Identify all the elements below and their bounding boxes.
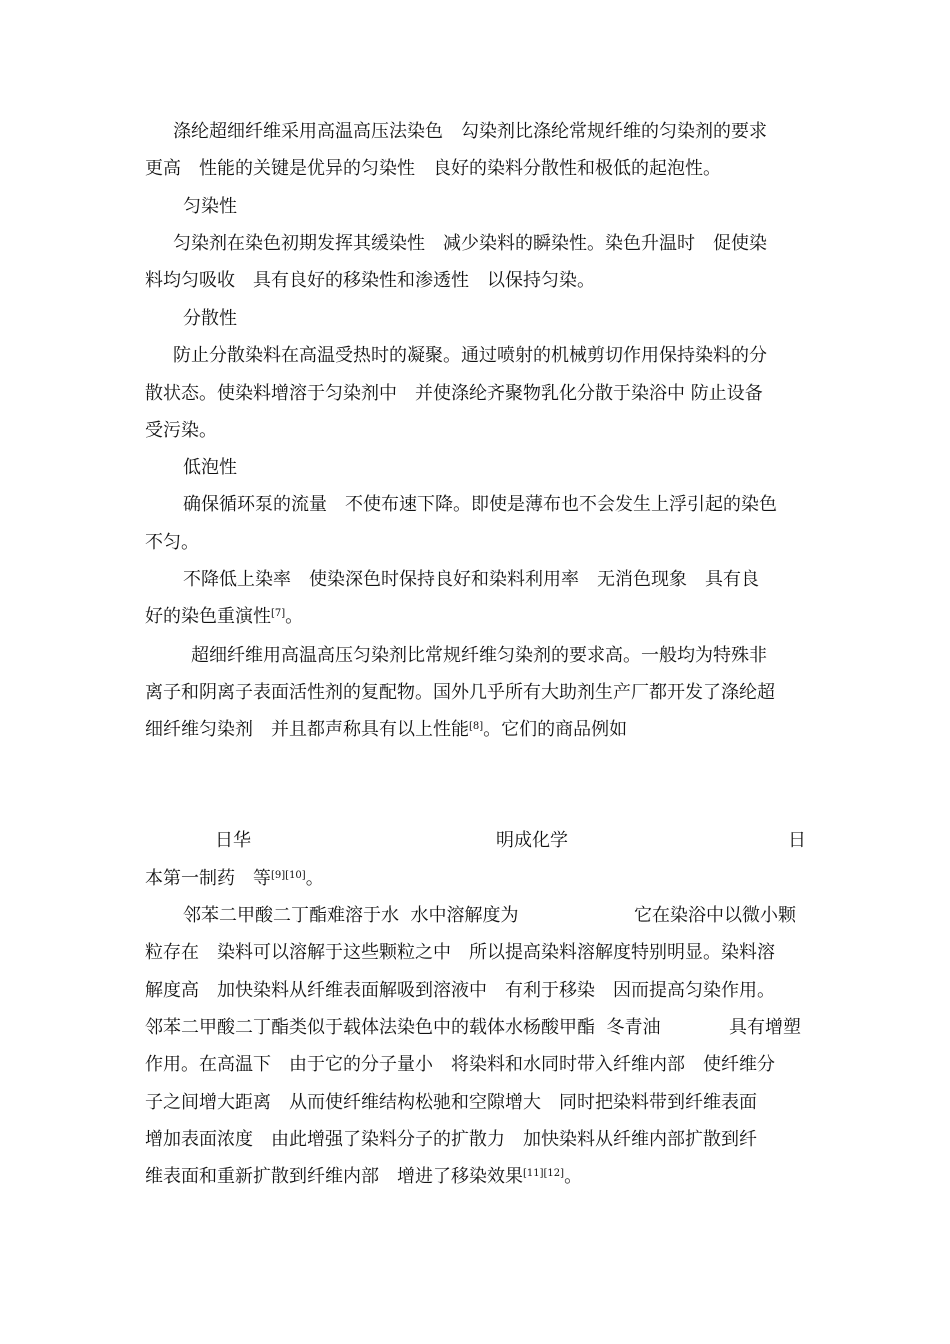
paragraph-line: 解度高 加快染料从纤维表面解吸到溶液中 有利于移染 因而提高匀染作用。: [145, 980, 775, 1001]
text-span: 。: [564, 1166, 583, 1187]
text-span: 本第一制药 等: [145, 868, 271, 889]
section-heading: 低泡性: [183, 457, 237, 478]
paragraph-line: 不降低上染率 使染深色时保持良好和染料利用率 无消色现象 具有良: [183, 569, 759, 590]
text-span: 好的染色重演性: [145, 606, 271, 627]
paragraph-line: 受污染。: [145, 420, 217, 441]
paragraph-line: 增加表面浓度 由此增强了染料分子的扩散力 加快染料从纤维内部扩散到纤: [145, 1129, 757, 1150]
paragraph-line: 邻苯二甲酸二丁酯难溶于水 水中溶解度为: [183, 905, 519, 926]
company-name: 日: [788, 830, 806, 851]
paragraph-line: 料均匀吸收 具有良好的移染性和渗透性 以保持匀染。: [145, 270, 595, 291]
text-span: 。它们的商品例如: [483, 719, 628, 740]
paragraph-line: 防止分散染料在高温受热时的凝聚。通过喷射的机械剪切作用保持染料的分: [173, 345, 767, 366]
paragraph-line: 确保循环泵的流量 不使布速下降。即使是薄布也不会发生上浮引起的染色: [183, 494, 777, 515]
paragraph-line: 匀染剂在染色初期发挥其缓染性 减少染料的瞬染性。染色升温时 促使染: [173, 233, 767, 254]
paragraph-line: [145, 868, 324, 890]
paragraph-line: 散状态。使染料增溶于匀染剂中 并使涤纶齐聚物乳化分散于染浴中 防止设备: [145, 383, 763, 404]
section-heading: 匀染性: [183, 196, 237, 217]
citation-ref: [11][12]: [523, 1168, 565, 1179]
paragraph-line: 超细纤维用高温高压匀染剂比常规纤维匀染剂的要求高。一般均为特殊非: [191, 645, 767, 666]
paragraph-line: [145, 719, 627, 741]
section-heading: 分散性: [183, 308, 237, 329]
paragraph-line: 具有增塑: [729, 1017, 801, 1038]
text-span: 。: [305, 868, 324, 889]
citation-ref: [8]: [469, 721, 484, 732]
paragraph-line: 粒存在 染料可以溶解于这些颗粒之中 所以提高染料溶解度特别明显。染料溶: [145, 942, 775, 963]
paragraph-line: 邻苯二甲酸二丁酯类似于载体法染色中的载体水杨酸甲酯 冬青油: [145, 1017, 661, 1038]
paragraph-line: 更高 性能的关键是优异的匀染性 良好的染料分散性和极低的起泡性。: [145, 158, 721, 179]
paragraph-line: [145, 606, 303, 628]
text-span: 维表面和重新扩散到纤维内部 增进了移染效果: [145, 1166, 523, 1187]
text-span: 。: [285, 606, 304, 627]
company-name: 日华: [215, 830, 251, 851]
paragraph-line: 离子和阴离子表面活性剂的复配物。国外几乎所有大助剂生产厂都开发了涤纶超: [145, 682, 775, 703]
citation-ref: [7]: [271, 608, 286, 619]
paragraph-line: 子之间增大距离 从而使纤维结构松驰和空隙增大 同时把染料带到纤维表面: [145, 1092, 757, 1113]
citation-ref: [9][10]: [271, 870, 306, 881]
paragraph-line: 它在染浴中以微小颗: [634, 905, 796, 926]
text-span: 细纤维匀染剂 并且都声称具有以上性能: [145, 719, 469, 740]
paragraph-line: 不匀。: [145, 532, 199, 553]
company-name: 明成化学: [496, 830, 568, 851]
paragraph-line: [145, 1166, 582, 1188]
paragraph-line: 涤纶超细纤维采用高温高压法染色 勾染剂比涤纶常规纤维的匀染剂的要求: [173, 121, 767, 142]
paragraph-line: 作用。在高温下 由于它的分子量小 将染料和水同时带入纤维内部 使纤维分: [145, 1054, 775, 1075]
